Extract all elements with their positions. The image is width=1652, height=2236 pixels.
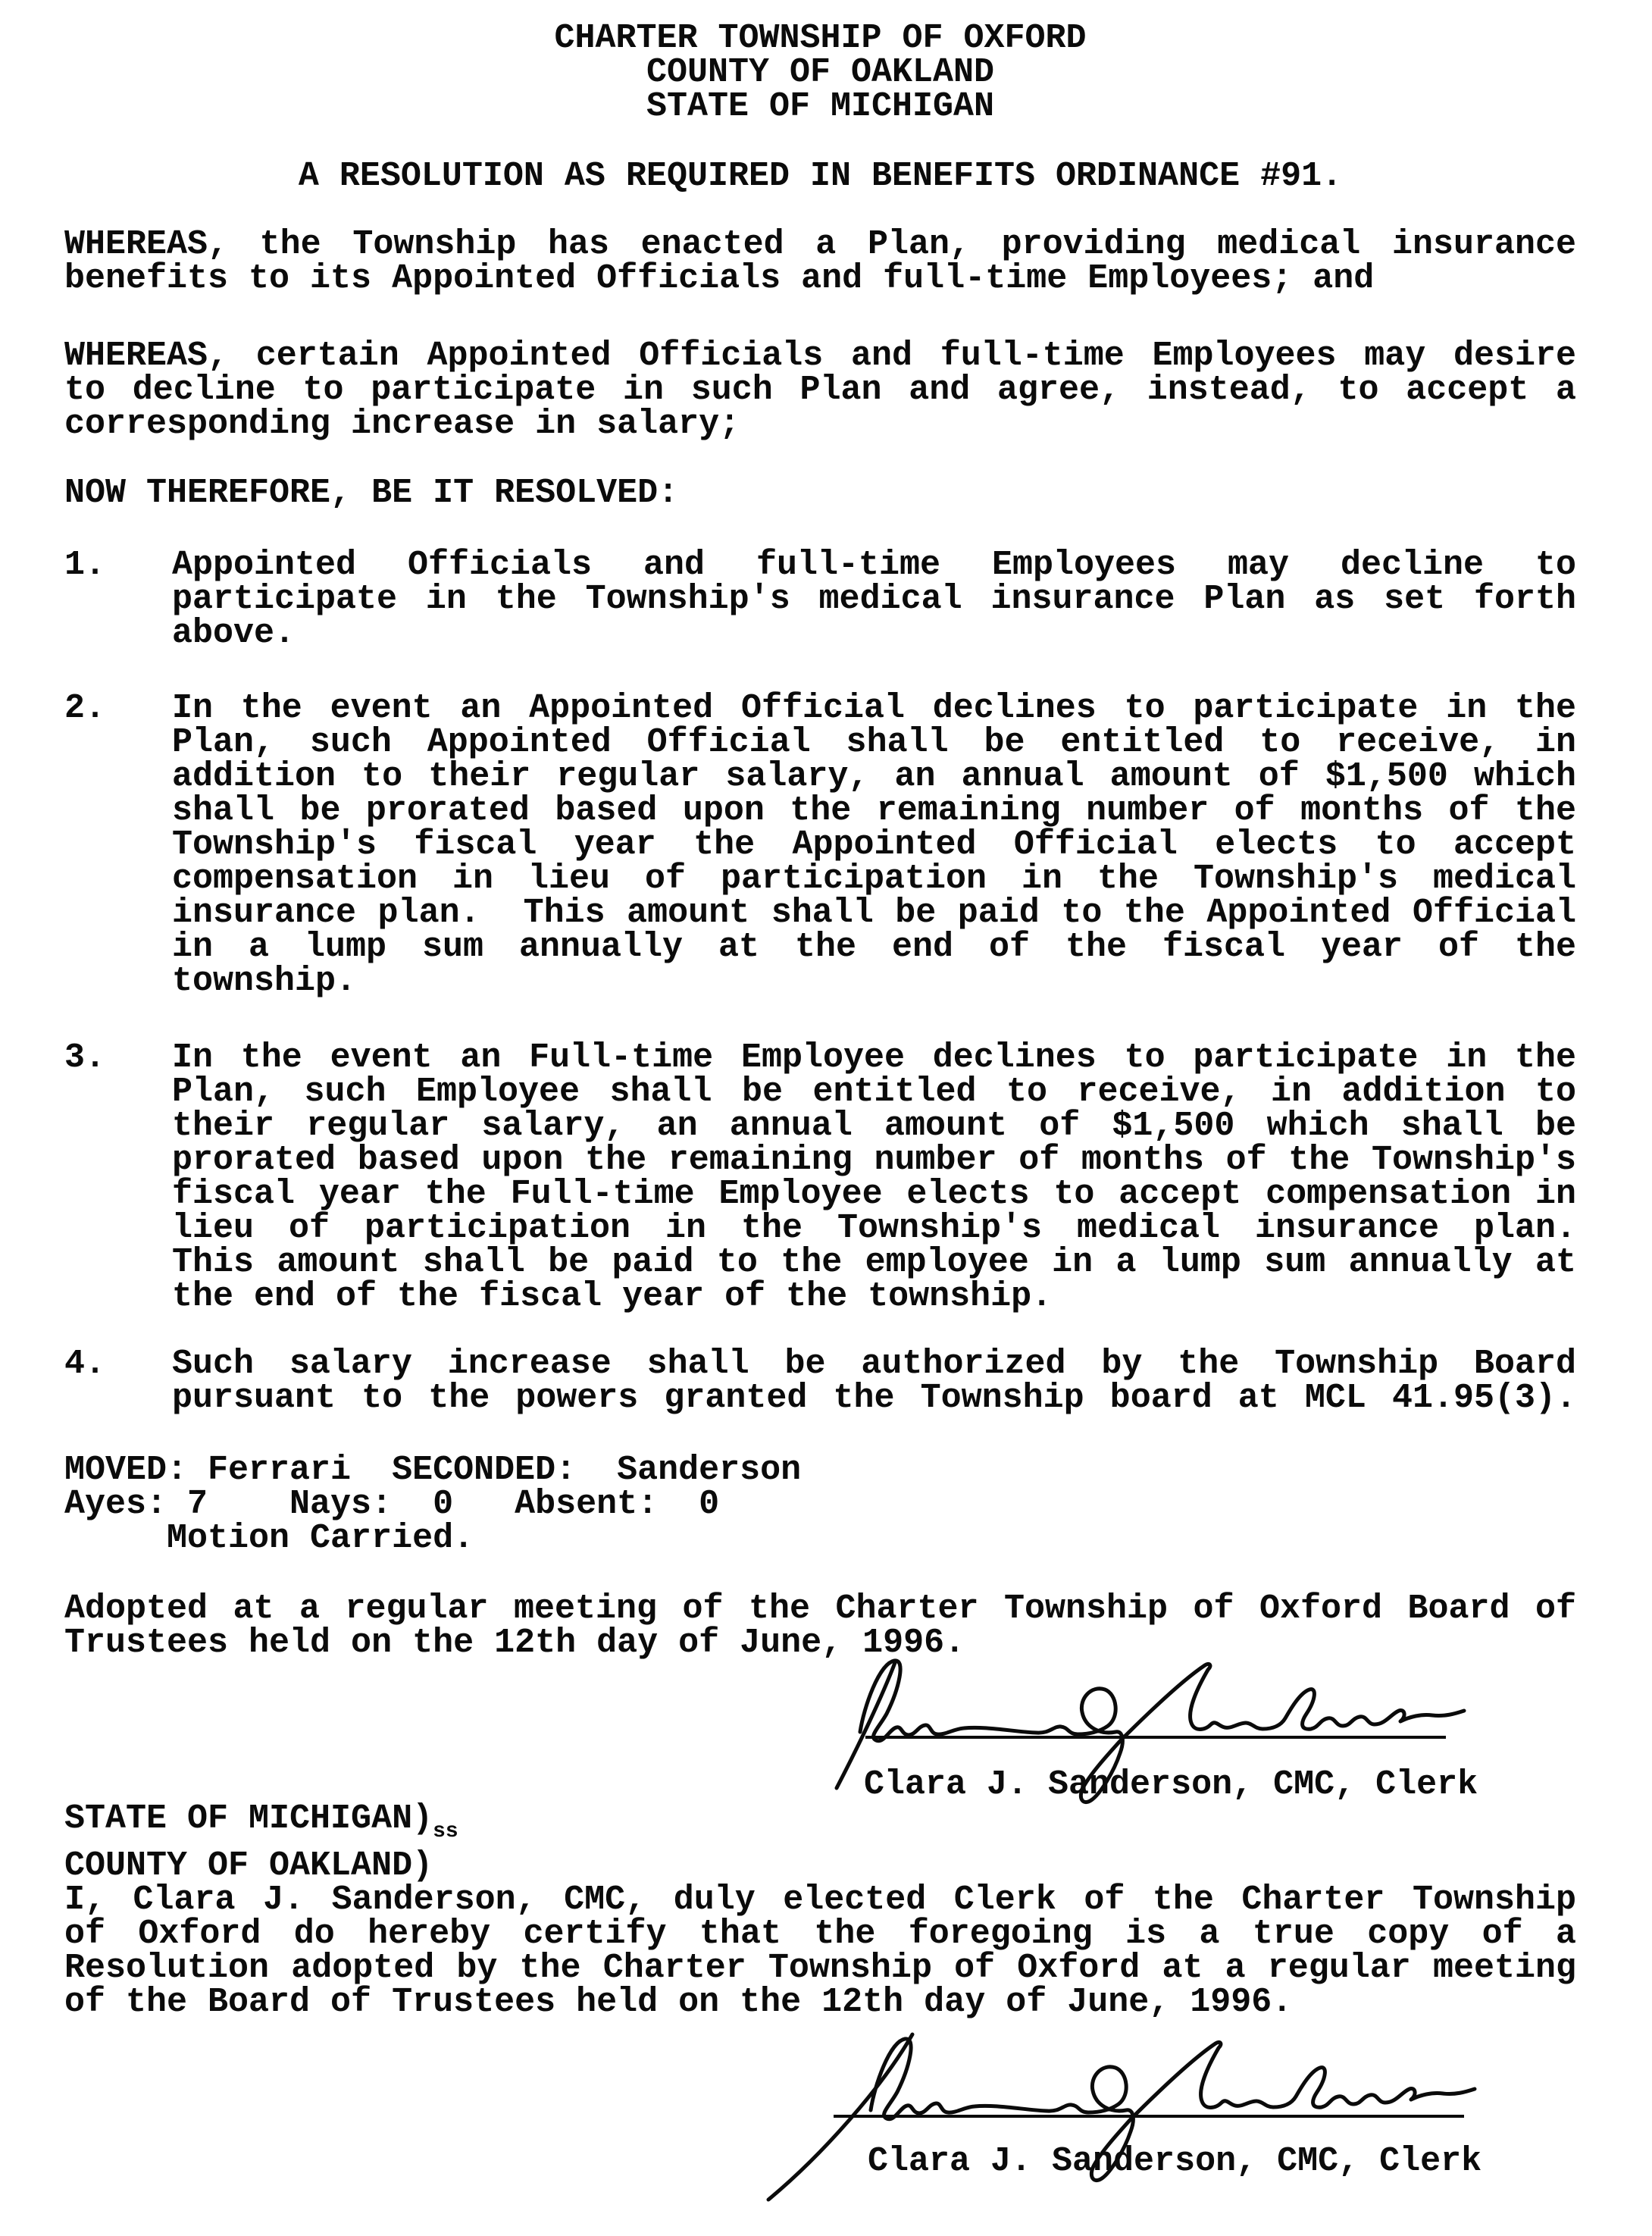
text-line: benefits to its Appointed Officials and full-time Employees; and [64, 259, 1375, 298]
whereas-paragraph-1 [64, 227, 1576, 296]
text-line: of Oxford do hereby certify that the foregoing is a true copy of a [64, 1915, 1576, 1953]
ss-subscript: ss [433, 1820, 458, 1843]
state-line [64, 1799, 1576, 1849]
text-line: Resolution adopted by the Charter Township of Oxford at a regular meeting [64, 1949, 1576, 1987]
item-number: 4. [64, 1345, 106, 1383]
text-line: I, Clara J. Sanderson, CMC, duly elected Clerk of the Charter Township [64, 1881, 1576, 1919]
text-line: Plan, such Appointed Official shall be entitled to receive, in [172, 723, 1576, 762]
item-number: 1. [64, 546, 106, 584]
resolution-item-3 [64, 1038, 1576, 1316]
resolution-item-1 [64, 546, 1576, 653]
item-text [172, 1038, 1576, 1316]
motion-carried-line: Motion Carried. [64, 1519, 474, 1558]
text-line: above. [172, 614, 296, 653]
whereas-paragraph-2 [64, 339, 1576, 441]
moved-line: MOVED: Ferrari SECONDED: Sanderson [64, 1451, 802, 1489]
text-line: Trustees held on the 12th day of June, 1996. [64, 1624, 965, 1662]
resolution-item-4 [64, 1347, 1576, 1415]
text-line: Township's fiscal year the Appointed Official elects to accept [172, 825, 1576, 864]
text-line: township. [172, 962, 357, 1001]
item-number: 3. [64, 1038, 106, 1077]
text-line: Such salary increase shall be authorized by the Township Board [172, 1345, 1576, 1383]
text-line: fiscal year the Full-time Employee elects to accept compensation in [172, 1175, 1576, 1214]
text-line: WHEREAS, certain Appointed Officials and full-time Employees may desire [64, 337, 1576, 375]
text-line: lieu of participation in the Township's medical insurance plan. [172, 1209, 1576, 1248]
state-text: STATE OF MICHIGAN) [64, 1799, 433, 1838]
certification-paragraph [64, 1883, 1576, 2019]
text-line: insurance plan. This amount shall be paid to the Appointed Official [172, 894, 1576, 932]
header [64, 21, 1576, 124]
signature-block-2 [826, 2012, 1482, 2181]
text-line: compensation in lieu of participation in the Township's medical [172, 860, 1576, 898]
text-line: the end of the fiscal year of the township. [172, 1277, 1053, 1316]
text-line: Adopted at a regular meeting of the Charter Township of Oxford Board of [64, 1589, 1576, 1628]
text-line: addition to their regular salary, an annual amount of $1,500 which [172, 757, 1576, 796]
item-text [172, 689, 1576, 1001]
resolved-heading: NOW THEREFORE, BE IT RESOLVED: [64, 474, 679, 512]
document-title: A RESOLUTION AS REQUIRED IN BENEFITS ORDINANCE #91. [298, 157, 1343, 196]
item-text [172, 546, 1576, 653]
text-line: in a lump sum annually at the end of the fiscal year of the [172, 928, 1576, 966]
header-line: STATE OF MICHIGAN [646, 87, 995, 126]
resolution-item-2 [64, 689, 1576, 1001]
signature-name: Clara J. Sanderson, CMC, Clerk [864, 1765, 1478, 1804]
item-text [172, 1347, 1576, 1415]
text-line: WHEREAS, the Township has enacted a Plan, providing medical insurance [64, 225, 1576, 264]
text-line: of the Board of Trustees held on the 12th day of June, 1996. [64, 1983, 1293, 2021]
signature-name: Clara J. Sanderson, CMC, Clerk [868, 2142, 1482, 2181]
text-line: their regular salary, an annual amount of $1,500 which shall be [172, 1107, 1576, 1145]
text-line: This amount shall be paid to the employee in a lump sum annually at [172, 1243, 1576, 1282]
text-line: In the event an Full-time Employee declines to participate in the [172, 1038, 1576, 1077]
text-line: to decline to participate in such Plan and agree, instead, to accept a [64, 371, 1576, 409]
header-line: COUNTY OF OAKLAND [646, 53, 995, 92]
text-line: Appointed Officials and full-time Employees may decline to [172, 546, 1576, 584]
header-line: CHARTER TOWNSHIP OF OXFORD [554, 19, 1087, 58]
text-line: In the event an Appointed Official declines to participate in the [172, 689, 1576, 728]
text-line: participate in the Township's medical insurance Plan as set forth [172, 580, 1576, 619]
text-line: shall be prorated based upon the remaining number of months of the [172, 791, 1576, 830]
text-line: corresponding increase in salary; [64, 405, 740, 443]
ayes-line: Ayes: 7 Nays: 0 Absent: 0 [64, 1485, 720, 1524]
vote-section [64, 1451, 1576, 1558]
text-line: prorated based upon the remaining number of months of the Township's [172, 1141, 1576, 1179]
item-number: 2. [64, 689, 106, 728]
text-line: Plan, such Employee shall be entitled to receive, in addition to [172, 1073, 1576, 1111]
county-line: COUNTY OF OAKLAND) [64, 1846, 433, 1885]
text-line: pursuant to the powers granted the Township board at MCL 41.95(3). [172, 1379, 1576, 1417]
signature-image [826, 2012, 1463, 2137]
